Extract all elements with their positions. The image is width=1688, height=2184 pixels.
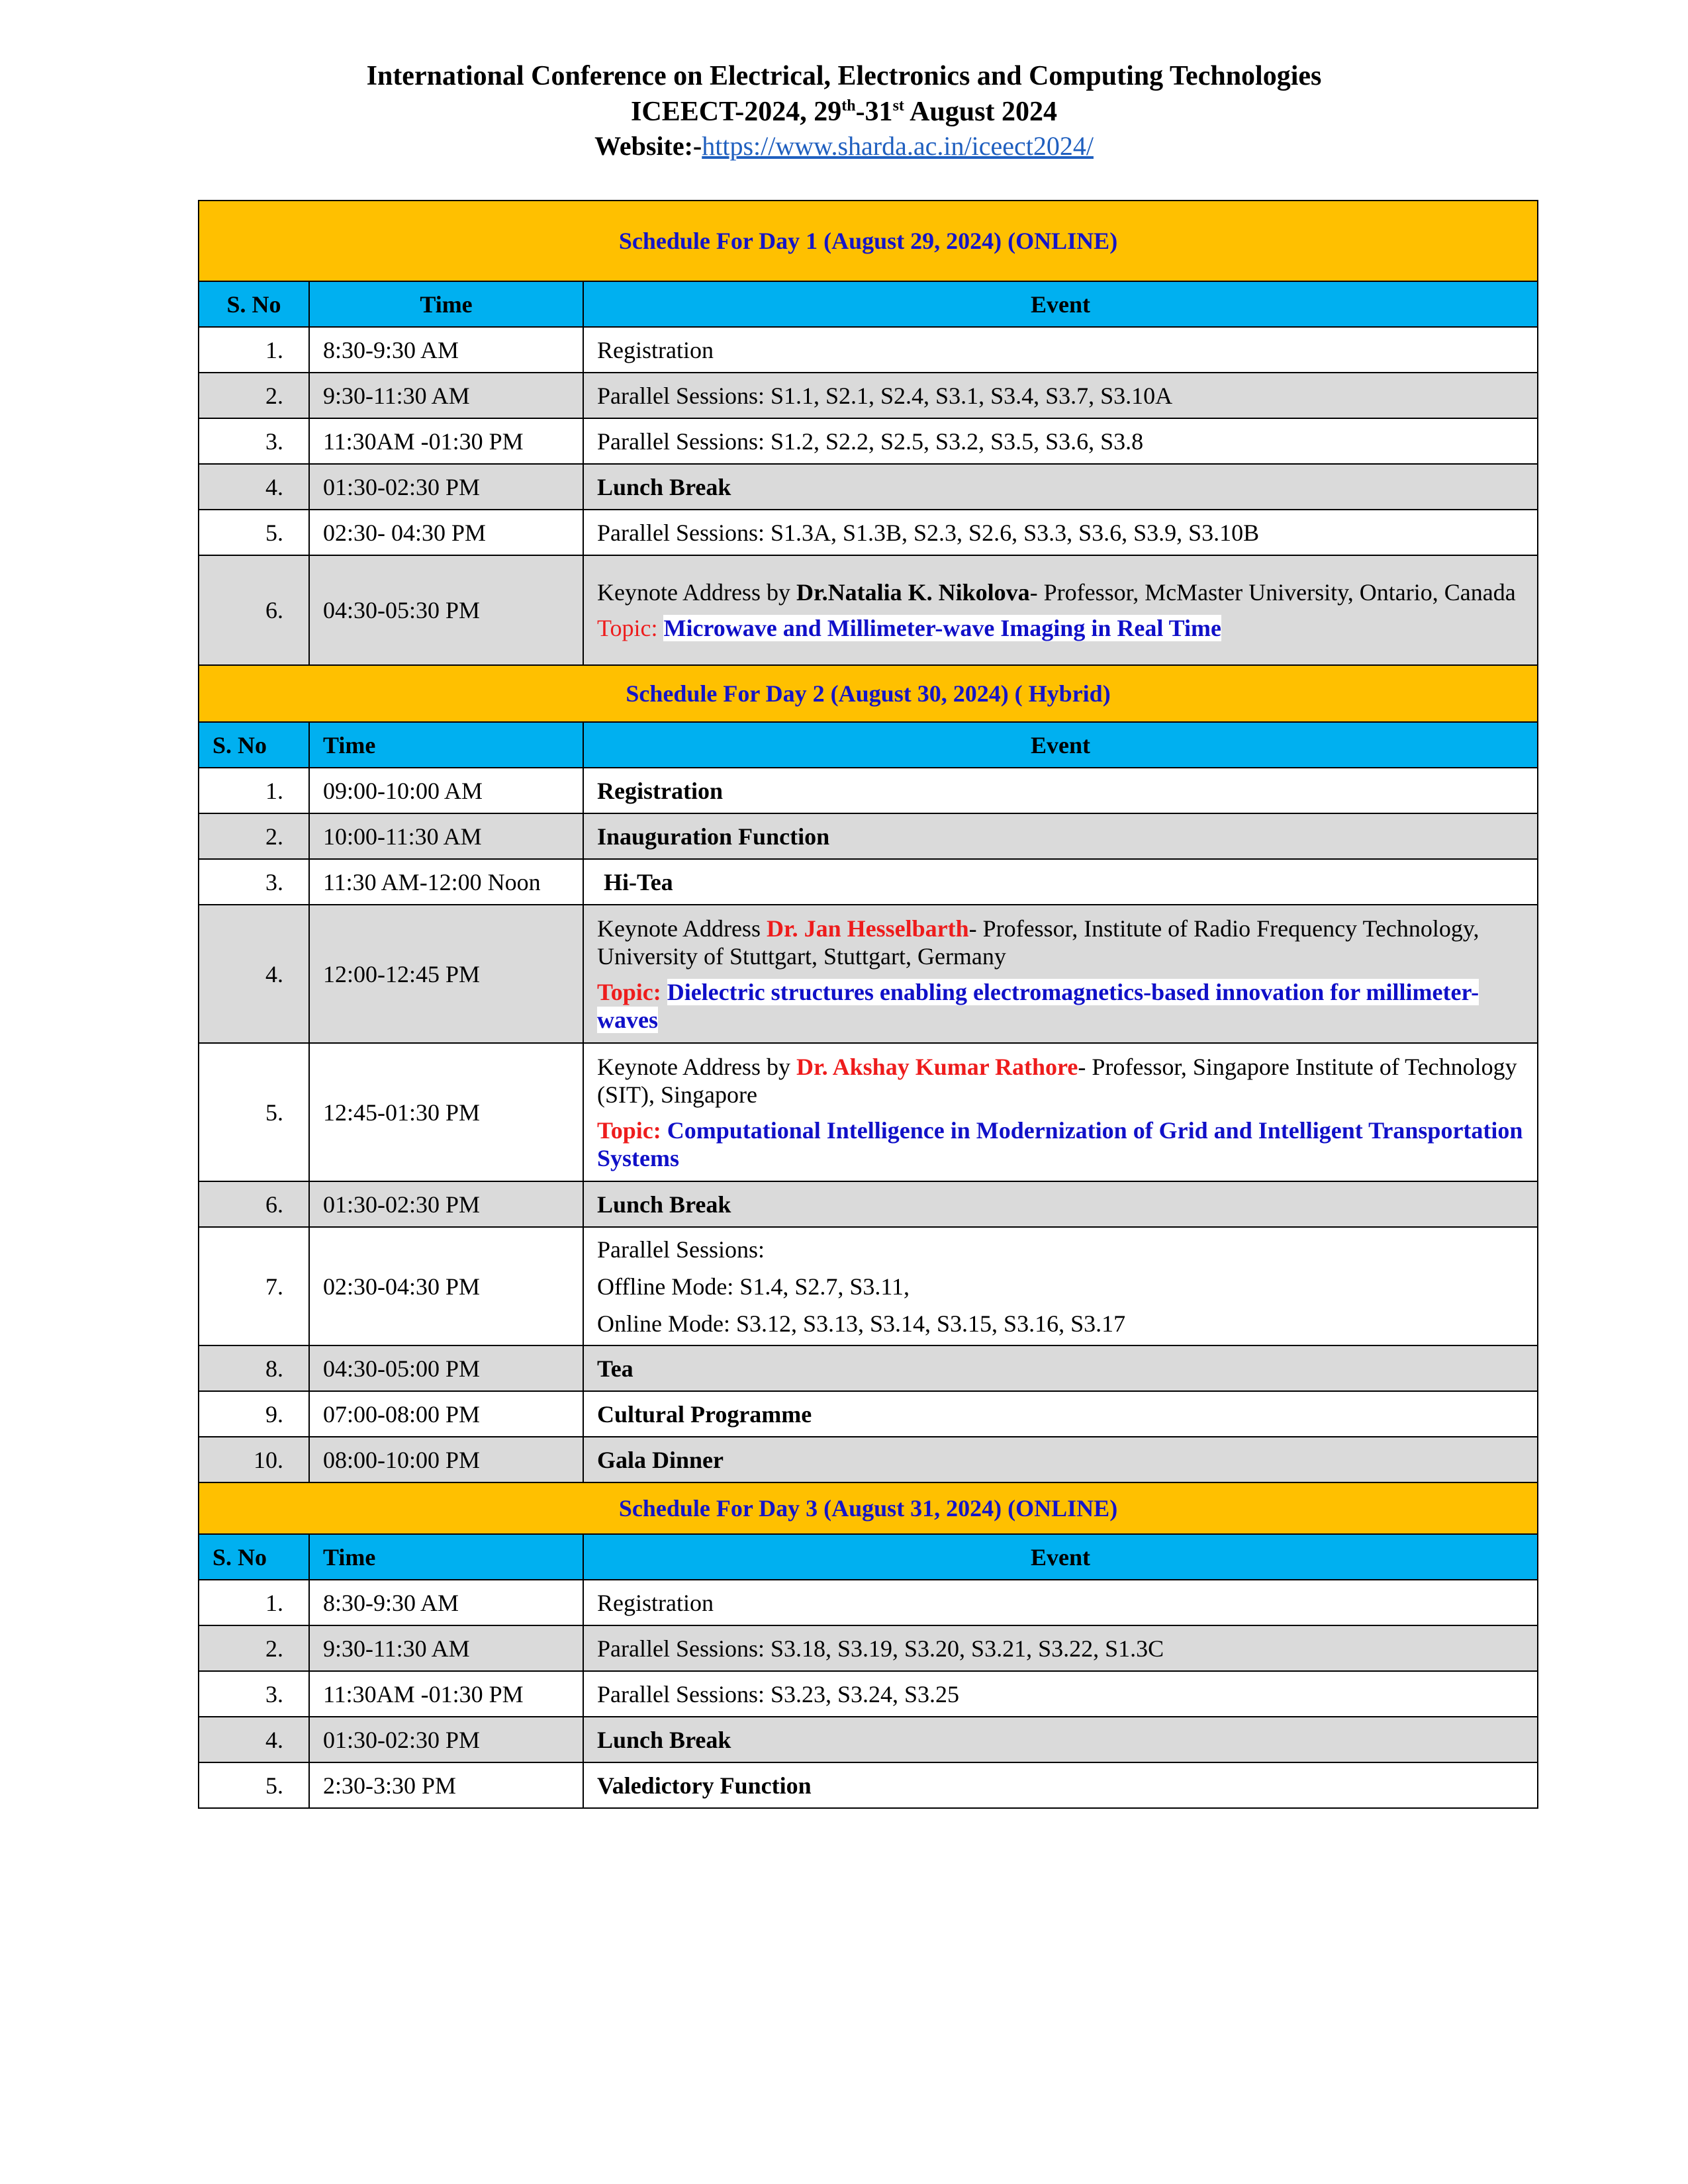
row-time: 09:00-10:00 AM	[309, 768, 583, 813]
table-row	[199, 1391, 1538, 1437]
row-number: 8.	[199, 1345, 309, 1391]
row-event: Parallel Sessions: S3.18, S3.19, S3.20, S3.21, S3.22, S1.3C	[583, 1625, 1538, 1671]
row-number: 3.	[199, 1671, 309, 1717]
row-event: Gala Dinner	[583, 1437, 1538, 1482]
table-row	[199, 1043, 1538, 1181]
row-number: 2.	[199, 813, 309, 859]
keynote-line: Keynote Address Dr. Jan Hesselbarth- Professor, Institute of Radio Frequency Technology, University of Stuttgart, Stuttgart, Germany	[597, 915, 1479, 970]
row-number: 4.	[199, 464, 309, 510]
row-time: 9:30-11:30 AM	[309, 1625, 583, 1671]
table-row	[199, 1580, 1538, 1625]
day1-banner	[199, 201, 1538, 281]
sno-header: S. No	[199, 1534, 309, 1580]
row-number: 1.	[199, 768, 309, 813]
row-number: 1.	[199, 1580, 309, 1625]
row-time: 9:30-11:30 AM	[309, 373, 583, 418]
row-time: 12:00-12:45 PM	[309, 905, 583, 1043]
topic-line	[597, 978, 1524, 1034]
table-row	[199, 768, 1538, 813]
website-link[interactable]: https://www.sharda.ac.in/iceect2024/	[702, 131, 1094, 161]
topic-label: Topic:	[597, 1116, 661, 1144]
row-time: 04:30-05:00 PM	[309, 1345, 583, 1391]
row-number: 7.	[199, 1227, 309, 1345]
parallel-sessions-cell	[583, 1227, 1538, 1345]
document-header	[0, 58, 1688, 163]
row-number: 2.	[199, 1625, 309, 1671]
row-event: Lunch Break	[583, 464, 1538, 510]
sno-header: S. No	[199, 281, 309, 327]
event-header: Event	[583, 281, 1538, 327]
row-time: 8:30-9:30 AM	[309, 1580, 583, 1625]
topic-label: Topic:	[597, 978, 661, 1005]
row-time: 01:30-02:30 PM	[309, 1717, 583, 1762]
row-event: Parallel Sessions: S1.3A, S1.3B, S2.3, S2.6, S3.3, S3.6, S3.9, S3.10B	[583, 510, 1538, 555]
row-number: 5.	[199, 1762, 309, 1808]
row-time: 11:30AM -01:30 PM	[309, 1671, 583, 1717]
row-time: 12:45-01:30 PM	[309, 1043, 583, 1181]
row-event: Parallel Sessions: S3.23, S3.24, S3.25	[583, 1671, 1538, 1717]
row-event: Hi-Tea	[583, 859, 1538, 905]
row-event: Valedictory Function	[583, 1762, 1538, 1808]
event-header: Event	[583, 722, 1538, 768]
row-event: Tea	[583, 1345, 1538, 1391]
row-time: 8:30-9:30 AM	[309, 327, 583, 373]
day3-column-header	[199, 1534, 1538, 1580]
table-row	[199, 1345, 1538, 1391]
row-number: 10.	[199, 1437, 309, 1482]
topic-text: Dielectric structures enabling electromagnetics-based innovation for millimeter-waves	[597, 978, 1479, 1033]
row-time: 10:00-11:30 AM	[309, 813, 583, 859]
keynote-cell	[583, 1043, 1538, 1181]
topic-text: Computational Intelligence in Modernization of Grid and Intelligent Transportation Systems	[597, 1116, 1523, 1171]
table-row	[199, 1181, 1538, 1227]
speaker-name: Dr. Akshay Kumar Rathore	[796, 1053, 1078, 1080]
conference-subtitle: ICEECT-2024, 29th-31st August 2024	[631, 97, 1057, 127]
table-row	[199, 1671, 1538, 1717]
row-time: 07:00-08:00 PM	[309, 1391, 583, 1437]
table-row	[199, 464, 1538, 510]
row-time: 2:30-3:30 PM	[309, 1762, 583, 1808]
topic-line	[597, 614, 1524, 642]
row-number: 6.	[199, 1181, 309, 1227]
table-row	[199, 859, 1538, 905]
day2-column-header	[199, 722, 1538, 768]
row-number: 5.	[199, 1043, 309, 1181]
speaker-name: Dr.Natalia K. Nikolova	[796, 579, 1030, 606]
row-event: Registration	[583, 1580, 1538, 1625]
row-time: 02:30-04:30 PM	[309, 1227, 583, 1345]
row-time: 08:00-10:00 PM	[309, 1437, 583, 1482]
day2-title: Schedule For Day 2 (August 30, 2024) ( Hybrid)	[199, 665, 1538, 722]
table-row	[199, 1625, 1538, 1671]
table-row	[199, 905, 1538, 1043]
table-row	[199, 327, 1538, 373]
table-row	[199, 418, 1538, 464]
row-event: Parallel Sessions: S1.1, S2.1, S2.4, S3.1, S3.4, S3.7, S3.10A	[583, 373, 1538, 418]
day1-title: Schedule For Day 1 (August 29, 2024) (ONLINE)	[199, 201, 1538, 281]
keynote-line: Keynote Address by Dr. Akshay Kumar Rathore- Professor, Singapore Institute of Technology (SIT), Singapore	[597, 1053, 1517, 1108]
table-row	[199, 1762, 1538, 1808]
event-header: Event	[583, 1534, 1538, 1580]
online-mode-line: Online Mode: S3.12, S3.13, S3.14, S3.15, S3.16, S3.17	[597, 1310, 1126, 1337]
row-time: 11:30 AM-12:00 Noon	[309, 859, 583, 905]
table-row	[199, 373, 1538, 418]
row-event: Cultural Programme	[583, 1391, 1538, 1437]
row-number: 3.	[199, 859, 309, 905]
day2-banner	[199, 665, 1538, 722]
table-row	[199, 510, 1538, 555]
topic-label: Topic:	[597, 615, 658, 641]
day1-column-header	[199, 281, 1538, 327]
time-header: Time	[309, 722, 583, 768]
row-time: 01:30-02:30 PM	[309, 464, 583, 510]
row-time: 01:30-02:30 PM	[309, 1181, 583, 1227]
sno-header: S. No	[199, 722, 309, 768]
schedule-table	[198, 200, 1538, 1809]
sessions-line: Parallel Sessions:	[597, 1236, 765, 1263]
time-header: Time	[309, 1534, 583, 1580]
table-row	[199, 1437, 1538, 1482]
row-number: 4.	[199, 1717, 309, 1762]
speaker-name: Dr. Jan Hesselbarth	[766, 915, 969, 942]
row-number: 4.	[199, 905, 309, 1043]
row-event: Inauguration Function	[583, 813, 1538, 859]
row-event: Registration	[583, 327, 1538, 373]
row-number: 2.	[199, 373, 309, 418]
row-time: 02:30- 04:30 PM	[309, 510, 583, 555]
topic-text: Microwave and Millimeter-wave Imaging in Real Time	[663, 615, 1222, 641]
table-row	[199, 813, 1538, 859]
time-header: Time	[309, 281, 583, 327]
row-event: Parallel Sessions: S1.2, S2.2, S2.5, S3.2, S3.5, S3.6, S3.8	[583, 418, 1538, 464]
row-number: 3.	[199, 418, 309, 464]
table-row	[199, 555, 1538, 665]
keynote-cell	[583, 555, 1538, 665]
day3-banner	[199, 1482, 1538, 1534]
conference-title: International Conference on Electrical, Electronics and Computing Technologies	[366, 61, 1322, 91]
website-line: Website:-https://www.sharda.ac.in/iceect2024/	[594, 131, 1094, 161]
row-event: Lunch Break	[583, 1181, 1538, 1227]
row-number: 6.	[199, 555, 309, 665]
row-number: 1.	[199, 327, 309, 373]
row-number: 5.	[199, 510, 309, 555]
row-time: 04:30-05:30 PM	[309, 555, 583, 665]
keynote-cell	[583, 905, 1538, 1043]
offline-mode-line: Offline Mode: S1.4, S2.7, S3.11,	[597, 1273, 910, 1300]
table-row	[199, 1227, 1538, 1345]
keynote-line: Keynote Address by Dr.Natalia K. Nikolova- Professor, McMaster University, Ontario, Canada	[597, 579, 1516, 606]
row-event: Lunch Break	[583, 1717, 1538, 1762]
table-row	[199, 1717, 1538, 1762]
row-time: 11:30AM -01:30 PM	[309, 418, 583, 464]
row-event: Registration	[583, 768, 1538, 813]
day3-title: Schedule For Day 3 (August 31, 2024) (ONLINE)	[199, 1482, 1538, 1534]
row-number: 9.	[199, 1391, 309, 1437]
topic-line	[597, 1116, 1524, 1172]
